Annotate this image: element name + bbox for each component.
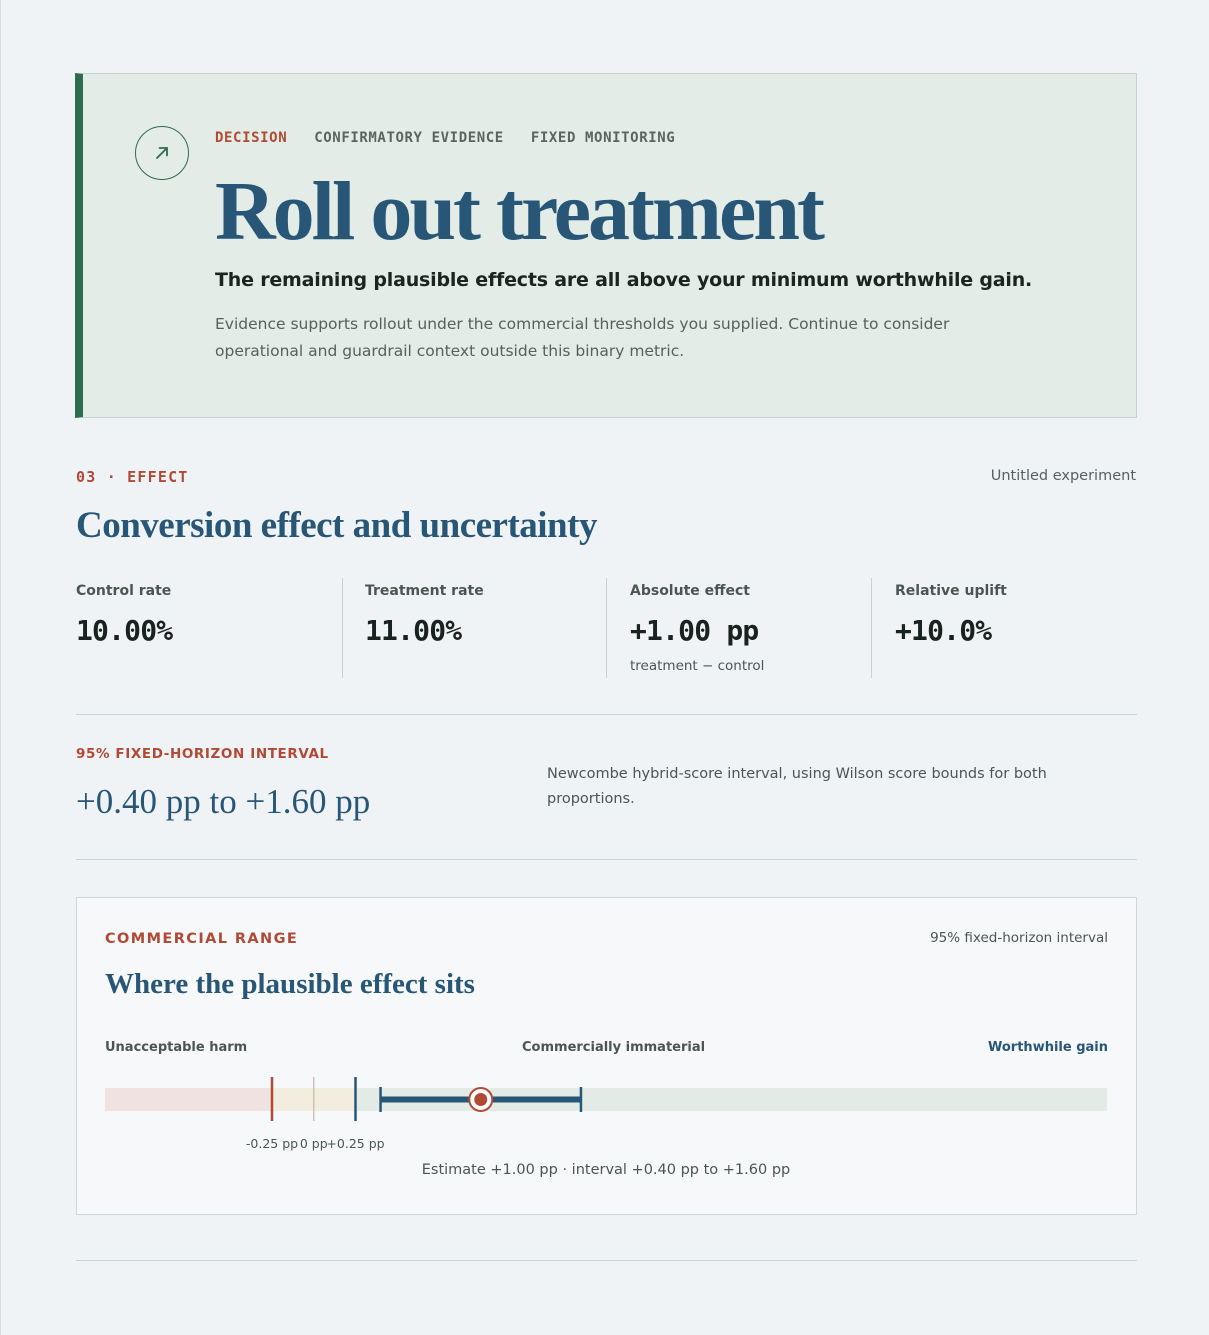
range-title: Where the plausible effect sits bbox=[105, 968, 475, 1000]
interval-value: +0.40 pp to +1.60 pp bbox=[76, 782, 371, 821]
range-chart bbox=[77, 1068, 1135, 1158]
zone-label-harm: Unacceptable harm bbox=[105, 1040, 248, 1055]
metric-treatment-rate bbox=[342, 578, 606, 678]
metric-value: +1.00 pp bbox=[630, 614, 759, 647]
zone-label-immaterial: Commercially immaterial bbox=[522, 1040, 706, 1055]
divider bbox=[76, 1260, 1137, 1261]
decision-body: Evidence supports rollout under the commercial thresholds you supplied. Continue to consider operational and guardrail context outside this binary metric. bbox=[215, 315, 950, 360]
metric-value: 11.00% bbox=[365, 614, 462, 647]
divider bbox=[76, 714, 1137, 715]
section-label: 03 · EFFECT bbox=[76, 468, 189, 486]
threshold-label-gain: +0.25 pp bbox=[326, 1136, 385, 1151]
zone-harm bbox=[105, 1088, 272, 1111]
metric-label: Absolute effect bbox=[630, 583, 750, 599]
experiment-name: Untitled experiment bbox=[990, 468, 1136, 484]
arrow-up-right-icon bbox=[135, 126, 189, 180]
tag-decision: DECISION bbox=[215, 130, 288, 146]
tag-evidence: CONFIRMATORY EVIDENCE bbox=[314, 130, 504, 146]
interval-label: 95% FIXED-HORIZON INTERVAL bbox=[76, 746, 329, 762]
metric-value: 10.00% bbox=[76, 614, 173, 647]
range-subtitle: 95% fixed-horizon interval bbox=[930, 930, 1108, 946]
metric-control-rate bbox=[76, 578, 342, 678]
zone-label-gain: Worthwhile gain bbox=[988, 1040, 1108, 1055]
tag-monitoring: FIXED MONITORING bbox=[530, 130, 676, 146]
range-caption: Estimate +1.00 pp · interval +0.40 pp to +1.60 pp bbox=[421, 1162, 791, 1178]
divider bbox=[76, 859, 1137, 860]
range-label: COMMERCIAL RANGE bbox=[105, 931, 299, 947]
decision-tags bbox=[215, 130, 675, 146]
commercial-range-card bbox=[76, 897, 1137, 1215]
metric-value: +10.0% bbox=[895, 614, 992, 647]
metrics-row bbox=[76, 578, 1137, 678]
metric-label: Control rate bbox=[76, 583, 172, 599]
decision-card bbox=[75, 73, 1137, 418]
metric-relative-uplift bbox=[871, 578, 1137, 678]
metric-note: treatment − control bbox=[630, 658, 765, 674]
threshold-label-zero: 0 pp bbox=[299, 1136, 328, 1151]
metric-label: Treatment rate bbox=[365, 583, 484, 599]
interval-note: Newcombe hybrid-score interval, using Wilson score bounds for both proportions. bbox=[547, 766, 1047, 807]
metric-absolute-effect bbox=[606, 578, 871, 678]
threshold-label-harm: -0.25 pp bbox=[245, 1136, 299, 1151]
section-title: Conversion effect and uncertainty bbox=[76, 505, 597, 546]
decision-title: Roll out treatment bbox=[215, 165, 822, 258]
estimate-point bbox=[474, 1093, 487, 1106]
metric-label: Relative uplift bbox=[895, 583, 1007, 599]
decision-subtitle: The remaining plausible effects are all above your minimum worthwhile gain. bbox=[215, 269, 1033, 291]
